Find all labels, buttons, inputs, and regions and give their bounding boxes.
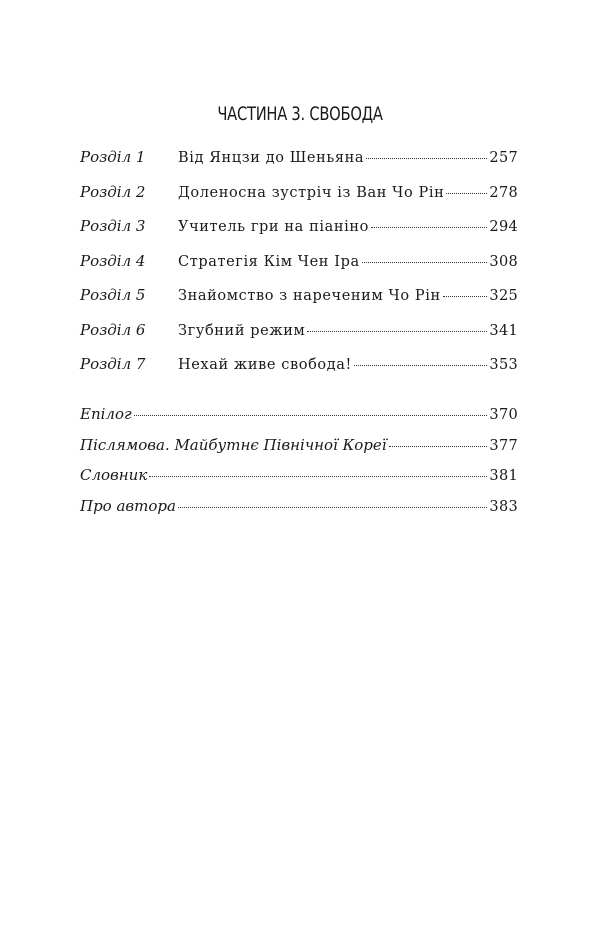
dot-leader bbox=[389, 446, 488, 447]
chapter-label: Розділ 5 bbox=[80, 286, 146, 304]
chapter-title: Стратегія Кім Чен Іра bbox=[178, 253, 360, 270]
toc-entry bbox=[178, 357, 518, 373]
chapter-label: Розділ 1 bbox=[80, 148, 146, 166]
toc-entry bbox=[178, 185, 518, 201]
back-matter-list bbox=[80, 405, 518, 527]
dot-leader bbox=[134, 415, 488, 416]
dot-leader bbox=[371, 227, 487, 228]
section-title: Про автора bbox=[80, 496, 176, 515]
chapter-label: Розділ 4 bbox=[80, 251, 146, 270]
toc-entry bbox=[178, 323, 518, 339]
toc-row-chapter-6 bbox=[80, 321, 518, 356]
toc-entry bbox=[178, 254, 518, 270]
page-number: 377 bbox=[489, 437, 518, 454]
dot-leader bbox=[178, 507, 487, 508]
toc-row-chapter-4 bbox=[80, 252, 518, 287]
chapter-title: Доленосна зустріч із Ван Чо Рін bbox=[178, 184, 445, 201]
chapter-label: Розділ 6 bbox=[80, 320, 146, 339]
chapter-list bbox=[80, 148, 518, 390]
dot-leader bbox=[446, 193, 487, 194]
part-title: ЧАСТИНА 3. СВОБОДА bbox=[217, 103, 383, 125]
toc-row-glossary bbox=[80, 466, 518, 497]
dot-leader bbox=[366, 158, 487, 159]
section-title: Словник bbox=[80, 466, 148, 484]
section-title: Епілог bbox=[80, 405, 132, 423]
chapter-title: Нехай живе свобода! bbox=[178, 357, 352, 373]
toc-row-chapter-1 bbox=[80, 148, 518, 183]
chapter-title: Учитель гри на піаніно bbox=[178, 219, 369, 235]
dot-leader bbox=[362, 262, 488, 263]
page-number: 341 bbox=[489, 322, 518, 339]
toc-row-epilogue bbox=[80, 405, 518, 436]
toc-row-chapter-7 bbox=[80, 355, 518, 390]
toc-row-chapter-3 bbox=[80, 217, 518, 252]
toc-row-afterword bbox=[80, 436, 518, 467]
page-number: 257 bbox=[489, 150, 518, 166]
dot-leader bbox=[354, 365, 487, 366]
toc-entry bbox=[178, 150, 518, 166]
toc-row-about-author bbox=[80, 497, 518, 528]
dot-leader bbox=[443, 296, 488, 297]
page-number: 353 bbox=[489, 357, 518, 373]
page-number: 381 bbox=[489, 468, 518, 484]
chapter-label: Розділ 3 bbox=[80, 217, 146, 235]
chapter-title: Знайомство з нареченим Чо Рін bbox=[178, 288, 441, 304]
toc-entry bbox=[178, 288, 518, 304]
chapter-label: Розділ 2 bbox=[80, 182, 146, 201]
dot-leader bbox=[307, 331, 487, 332]
page-number: 278 bbox=[489, 184, 518, 201]
page-number: 294 bbox=[489, 219, 518, 235]
dot-leader bbox=[149, 476, 487, 477]
chapter-label: Розділ 7 bbox=[80, 355, 146, 373]
toc-entry bbox=[178, 219, 518, 235]
page-number: 370 bbox=[489, 407, 518, 423]
chapter-title: Згубний режим bbox=[178, 322, 306, 339]
page-number: 383 bbox=[489, 498, 518, 515]
toc-row-chapter-2 bbox=[80, 183, 518, 218]
page-number: 325 bbox=[489, 288, 518, 304]
toc-row-chapter-5 bbox=[80, 286, 518, 321]
page-number: 308 bbox=[489, 253, 518, 270]
chapter-title: Від Янцзи до Шеньяна bbox=[178, 150, 365, 166]
section-title: Післямова. Майбутнє Північної Кореї bbox=[80, 435, 387, 454]
